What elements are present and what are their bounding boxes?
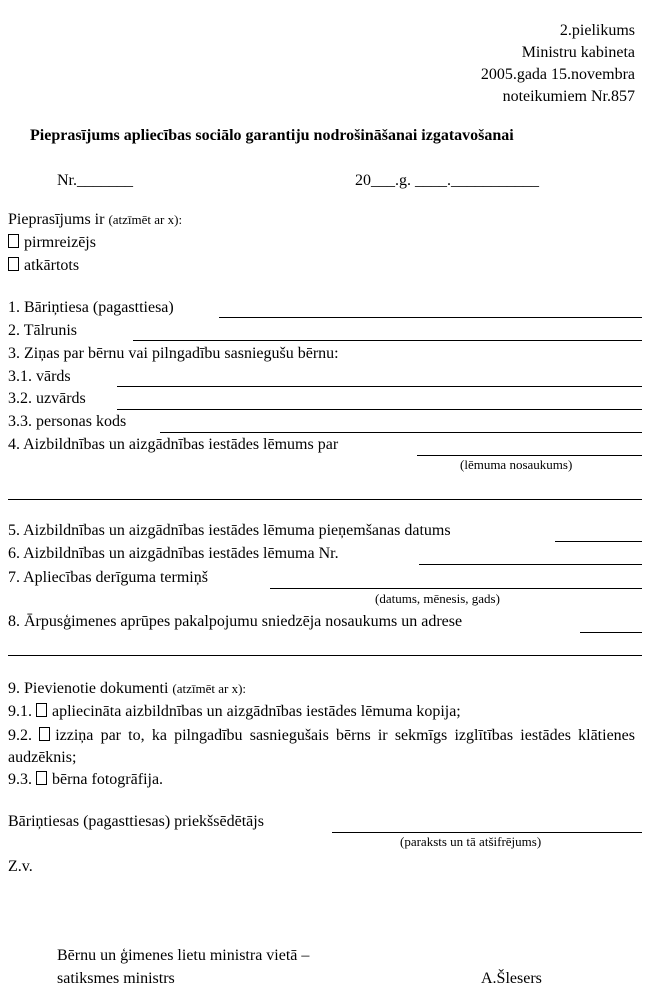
- documents-label: 9. Pievienotie dokumenti (atzīmēt ar x):: [8, 680, 247, 697]
- field-decision-label: 4. Aizbildnības un aizgādnības iestādes lēmums par: [8, 436, 339, 453]
- field-decision-number-label: 6. Aizbildnības un aizgādnības iestādes lēmuma Nr.: [8, 545, 339, 562]
- annex-header: [481, 20, 635, 108]
- checkbox-icon[interactable]: [36, 771, 47, 785]
- document-title: Pieprasījums apliecības sociālo garantiju nodrošināšanai izgatavošanai: [30, 127, 514, 144]
- field-validity-label: 7. Apliecības derīguma termiņš: [8, 569, 208, 586]
- field-decision-date-label: 5. Aizbildnības un aizgādnības iestādes lēmuma pieņemšanas datums: [8, 522, 451, 539]
- document-option-photo[interactable]: 9.3. bērna fotogrāfija.: [8, 771, 164, 788]
- signature-caption: (paraksts un tā atšifrējums): [400, 834, 542, 849]
- field-personal-code-line[interactable]: [160, 432, 642, 433]
- checkbox-icon[interactable]: [36, 703, 47, 717]
- annex-number: 2.pielikums: [559, 22, 635, 39]
- field-personal-code-label: 3.3. personas kods: [8, 413, 127, 430]
- field-phone-line[interactable]: [133, 340, 642, 341]
- field-decision-number-line[interactable]: [419, 564, 642, 565]
- field-orphan-court-line[interactable]: [219, 317, 642, 318]
- field-provider-label: 8. Ārpusģimenes aprūpes pakalpojumu sniedzēja nosaukums un adrese: [8, 613, 463, 630]
- field-last-name-line[interactable]: [117, 409, 642, 410]
- request-type-hint: (atzīmēt ar x):: [108, 212, 183, 227]
- footer-minister-name: A.Šlesers: [481, 970, 542, 987]
- signature-line[interactable]: [332, 832, 642, 833]
- field-child-info-label: 3. Ziņas par bērnu vai pilngadību sasniegušu bērnu:: [8, 345, 339, 362]
- checkbox-icon[interactable]: [8, 257, 19, 271]
- request-type-label: Pieprasījums ir (atzīmēt ar x):: [8, 211, 183, 228]
- seal-place: Z.v.: [8, 858, 33, 875]
- option-repeated[interactable]: atkārtots: [8, 257, 79, 275]
- field-first-name-line[interactable]: [117, 386, 642, 387]
- annex-date: 2005.gada 15.novembra: [480, 66, 635, 83]
- checkbox-icon[interactable]: [8, 234, 19, 248]
- field-validity-caption: (datums, mēnesis, gads): [375, 591, 500, 606]
- request-date-field[interactable]: 20___.g. ____.___________: [355, 172, 539, 189]
- field-decision-date-line[interactable]: [555, 541, 642, 542]
- document-option-decision-copy[interactable]: 9.1. apliecināta aizbildnības un aizgādnības iestādes lēmuma kopija;: [8, 703, 461, 720]
- signature-label: Bāriņtiesas (pagasttiesas) priekšsēdētājs: [8, 813, 264, 830]
- option-first-time[interactable]: pirmreizējs: [8, 234, 96, 252]
- footer-minister-role: Bērnu un ģimenes lietu ministra vietā –: [57, 947, 310, 964]
- field-provider-line[interactable]: [580, 632, 642, 633]
- footer-minister-title: satiksmes ministrs: [57, 970, 175, 987]
- annex-cabinet: Ministru kabineta: [521, 44, 635, 61]
- request-number-field[interactable]: Nr._______: [57, 172, 133, 189]
- field-provider-line-2[interactable]: [8, 655, 642, 656]
- checkbox-icon[interactable]: [39, 727, 50, 741]
- documents-hint: (atzīmēt ar x):: [172, 681, 247, 696]
- field-phone-label: 2. Tālrunis: [8, 322, 78, 339]
- field-validity-line[interactable]: [270, 588, 642, 589]
- annex-regulation: noteikumiem Nr.857: [502, 88, 635, 105]
- field-decision-line[interactable]: [417, 455, 642, 456]
- field-decision-caption: (lēmuma nosaukums): [460, 457, 573, 472]
- field-last-name-label: 3.2. uzvārds: [8, 390, 86, 407]
- field-first-name-label: 3.1. vārds: [8, 368, 71, 385]
- document-option-student-certificate[interactable]: 9.2. izziņa par to, ka pilngadību sasniegušais bērns ir sekmīgs izglītības iestādes klātienes audzēknis;: [8, 727, 635, 766]
- field-decision-line-2[interactable]: [8, 499, 642, 500]
- field-orphan-court-label: 1. Bāriņtiesa (pagasttiesa): [8, 299, 174, 316]
